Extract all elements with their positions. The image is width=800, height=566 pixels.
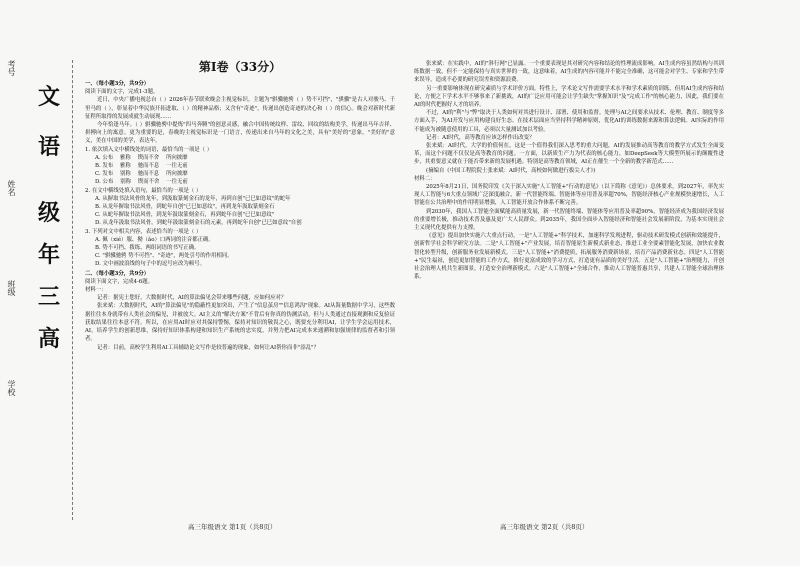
question-1-option-b: B. 发布 雅称 驰而不息 一往无前 [95, 163, 188, 170]
question-2-option-c: C. 从蛇年摒取书法风骨，到龙年汲取篆刻金石，再到蛇年自创"已巳如意纹" [95, 212, 275, 219]
passage-paragraph-1: 近日，中央广播电视总台（ ）2026年春节联欢晚会主视觉标识。主题为"骐骥驰骋（ ）势不可挡"，"骐骥"是古人对骏马、千里马的（ ），彰显着中华民族开拓进取、（ ）的精神品格；又含有"奇迹"，传递出创造奇迹的决心和（ ）的信心。晚会对新时代新征程所取得的发展成就生动展现…… [85, 97, 395, 120]
grade-char-2: 三 [38, 284, 61, 310]
page-2-footer: 高三年级语文 第2页（共8页） [500, 523, 589, 531]
question-2-option-d: D. 从龙年汲取书法风骨，到蛇年汲取篆刻金石的元素，再到蛇年自创"已巳如意纹"自创 [95, 220, 302, 227]
page-1-footer: 高三年级语文 第1页（共8页） [188, 523, 277, 531]
grade-char-4: 级 [38, 200, 61, 226]
interview-question-3: 记者：AI时代，高等教育应该怎样作出改变？ [426, 134, 535, 141]
page-2 [414, 60, 724, 520]
name-label: 姓名 [7, 180, 16, 196]
material-1-source: (摘编自《中国工程院院士张来斌：AI时代，高校如何做进行拔尖人才》) [426, 167, 596, 174]
question-3-option-a: A. 佩（xié）服、拗（ǎo）口两词的注音都正确。 [95, 236, 214, 243]
question-1-option-d: D. 公布 别称 锲而不舍 一往无前 [95, 179, 188, 186]
class-label: 班级 [7, 280, 16, 296]
binding-dashed-line [72, 60, 73, 520]
question-2-option-a: A. 从摒取书法风骨的龙年，到汲取篆刻金石的龙年，再到自创"已巳如意纹"的蛇年 [95, 195, 291, 202]
question-1-option-a: A. 公布 雅称 锲而不舍 所向披靡 [95, 154, 188, 161]
number-label: 考号 [7, 60, 16, 76]
question-2: 2. 在文中横线处填入语句，最恰当的一项是（ ） [85, 187, 202, 194]
question-1-option-c: C. 发布 别称 驰而不息 所向披靡 [95, 171, 188, 178]
question-3-option-b: B. 势不可挡、拨练、两组词语的书写正确。 [95, 245, 200, 252]
question-1: 1. 依次填入文中横线处的词语，最恰当的一项是（ ） [85, 146, 213, 153]
interview-question-1: 记者：据宪士您好，大数据时代，AI的算法偏见会带来哪些问题，应如何应对？ [97, 295, 287, 302]
section-2-intro: 阅读下面文字，完成4-6题。 [85, 278, 153, 285]
question-3: 3. 下列对文中相关内容，表述恰当的一项是（ ） [85, 228, 202, 235]
question-3-option-d: D. 文中画波浪线的句子中的逗号应改为顿号。 [95, 261, 205, 268]
interview-answer-3: 张来斌：AI时代，大学的价值何在，这是一个值得我们深入思考的重大问题，AI的发展推动高等教育的教学方式发生全面变革，而这个问题不仅仅是高等教育的问题。一方面，以新质生产力为代表的核心能力，如DeepSeek等大模型所展示的颠覆性进步，其重要意义就在于能否带来新的发展机遇。特别是高等教育领域，AI正在催生一个全新的教学新范式…… [414, 143, 724, 166]
question-3-option-c: C. "骐骥驰骋 势不可挡"、"奇迹"，两处引号的作用相同。 [95, 253, 233, 260]
material-2-paragraph-3: 《意见》提出加快实施六大重点行动，一是"人工智能+"科学技术，加速科学发现进程，驱动技术研发模式创新和效能提升，创新哲学社会科学研究方法。二是"人工智能+"产业发展，培育智能原生新模式新业态，推进工业全要素智能化发展，加快农业数智化转型升级，创新服务业发展新模式。三是"人工智能+"消费提质，拓展服务消费新场景，培育产品消费新业态。四是"人工智能+"民生福祉，创造更加智能的工作方式，推行更富成效的学习方式，打造更有品质的美好生活。五是"人工智能+"治理能力，开创社会治理人机共生新图景，打造安全治理新模式。六是"人工智能+"全球合作，推动人工智能普惠共享，共建人工智能全球治理体系。 [414, 233, 724, 281]
interview-answer-2-cont-2: 不过，AI的"利"与"弊"取决于人类如何对其进行设计、部署、使用和监督。处理与AI之间要求从技术、伦理、教育、制度等多方面入手，为AI开发与应用构建良好生态。在技术层面应当坚持科学精神原则，优化AI的训练数据来源和算法逻辑。AI实际的作用不能成为被随意使用的工具，必须以大量测试加以考验。 [414, 110, 724, 133]
school-label: 学校 [7, 380, 16, 396]
interview-answer-2: 张来斌：在实践中，AI的"斜行网"已显露。一个重要表现是其对研究内容和结论的性理流成影响。AI生成内容虽然结构与其训练数据一致，但不一定能保持与真实世界的一致，这意味着，AI生成的内容可能并不能完全准确，这可能会对学生、专家和学生带来误导，造成不必要的研究误差和资源浪费。 [414, 61, 724, 84]
grade-char-3: 年 [38, 242, 61, 268]
interview-question-2: 记者：目前，高校学生利用AI工具辅助论文写作是较普遍的现象，如何让AI帮你而非"添乱"？ [97, 344, 319, 351]
subject-char-2: 文 [38, 84, 61, 110]
section-1-heading: 一、（每小题3分，共9分） [85, 81, 150, 87]
material-1-label: 材料一： [85, 287, 107, 294]
binding-margin [4, 40, 74, 520]
passage-paragraph-2: 今年恰逢马年。（ ）骐骥驰骋中提炼"四马奔腾"的创意灵感，融合中国传统纹样、雷纹、回纹的结构美学，传递出马年吉祥、拼搏向上的寓意。更为重要的是，春晚的主视觉标识是一门语言，传递出来自马年的文化之美，具有"美好的"意象，"美好的"意义，美在中国的美学，表达年。 [85, 122, 395, 145]
volume-title: 第Ⅰ卷（33分） [198, 60, 282, 74]
interview-answer-1: 张来斌：大数据时代，AI的"算法偏见"的隐蔽性更加突出，产生了"信息茧房""信息鸿沟"现象。AI从海量数据中学习，这些数据往往本身就带有人类社会的偏见，并被放大。AI主义的"解决方案"不背后有你真的伪测活动，但与人类通过直接观测和反复验证获取结果往往本意不符。所以，在应用AI时应对其保持警惕，保持对知识的敬畏之心，既要充分利用AI，让学生学会运用技术，AI，培养学生的创新思维，保持好知识体系构建和知识生产系统的忠实度，并努力把AI完成本来通溯和加强规律的监督者和引领者。 [85, 303, 395, 343]
subject-char-1: 语 [38, 134, 61, 160]
section-2-heading: 二、（每小题3分，共9分） [85, 270, 150, 277]
grade-char-1: 高 [38, 326, 61, 352]
question-2-option-b: B. 从龙年摒取书法风骨，到蛇年自创"已巳如意纹"，再到龙年汲取篆刻金石 [95, 204, 275, 211]
section-1-intro: 阅读下面的文字，完成1-3题。 [85, 89, 159, 96]
material-2-paragraph-1: 2025年8月21日，国务院印发《关于深入实施"人工智能+"行动的意见》（以下简称《意见》）总体要求，到2027年，率先实现人工智能与6大重点领域广泛深度融合，新一代智能终端、智能体等应用普及率超70%，智能经济核心产业规模快速增长，人工智能在公共治理中的作用明显增强，人工智能开放合作体系不断完善。 [414, 184, 724, 207]
interview-answer-2-cont: 另一重要影响体现在研究素质与学术评价方面。特性上，学术论文写作需要学术水平和学术素质的训练，但用AI生成内容和结论，方便之下学术水平不够事来了新挑战，AI的广泛应用可能会让学生缺失"掌握知识"及"完成工作"的核心能力，因此，我们要在AI的时代把握好人才的培养。 [414, 85, 724, 109]
material-2-label: 材料二： [414, 175, 436, 182]
page-1 [85, 60, 395, 520]
material-2-paragraph-2: 到2030年，我国人工智能全面赋能高质量发展，新一代智能终端、智能体等应用普及率超90%，智能经济成为我国经济发展的重要增长极，推动技术普及惠及更广大人民群众。到2035年，我国全面步入智能经济和智能社会发展新阶段，为基本实现社会主义现代化提供有力支撑。 [414, 208, 724, 232]
